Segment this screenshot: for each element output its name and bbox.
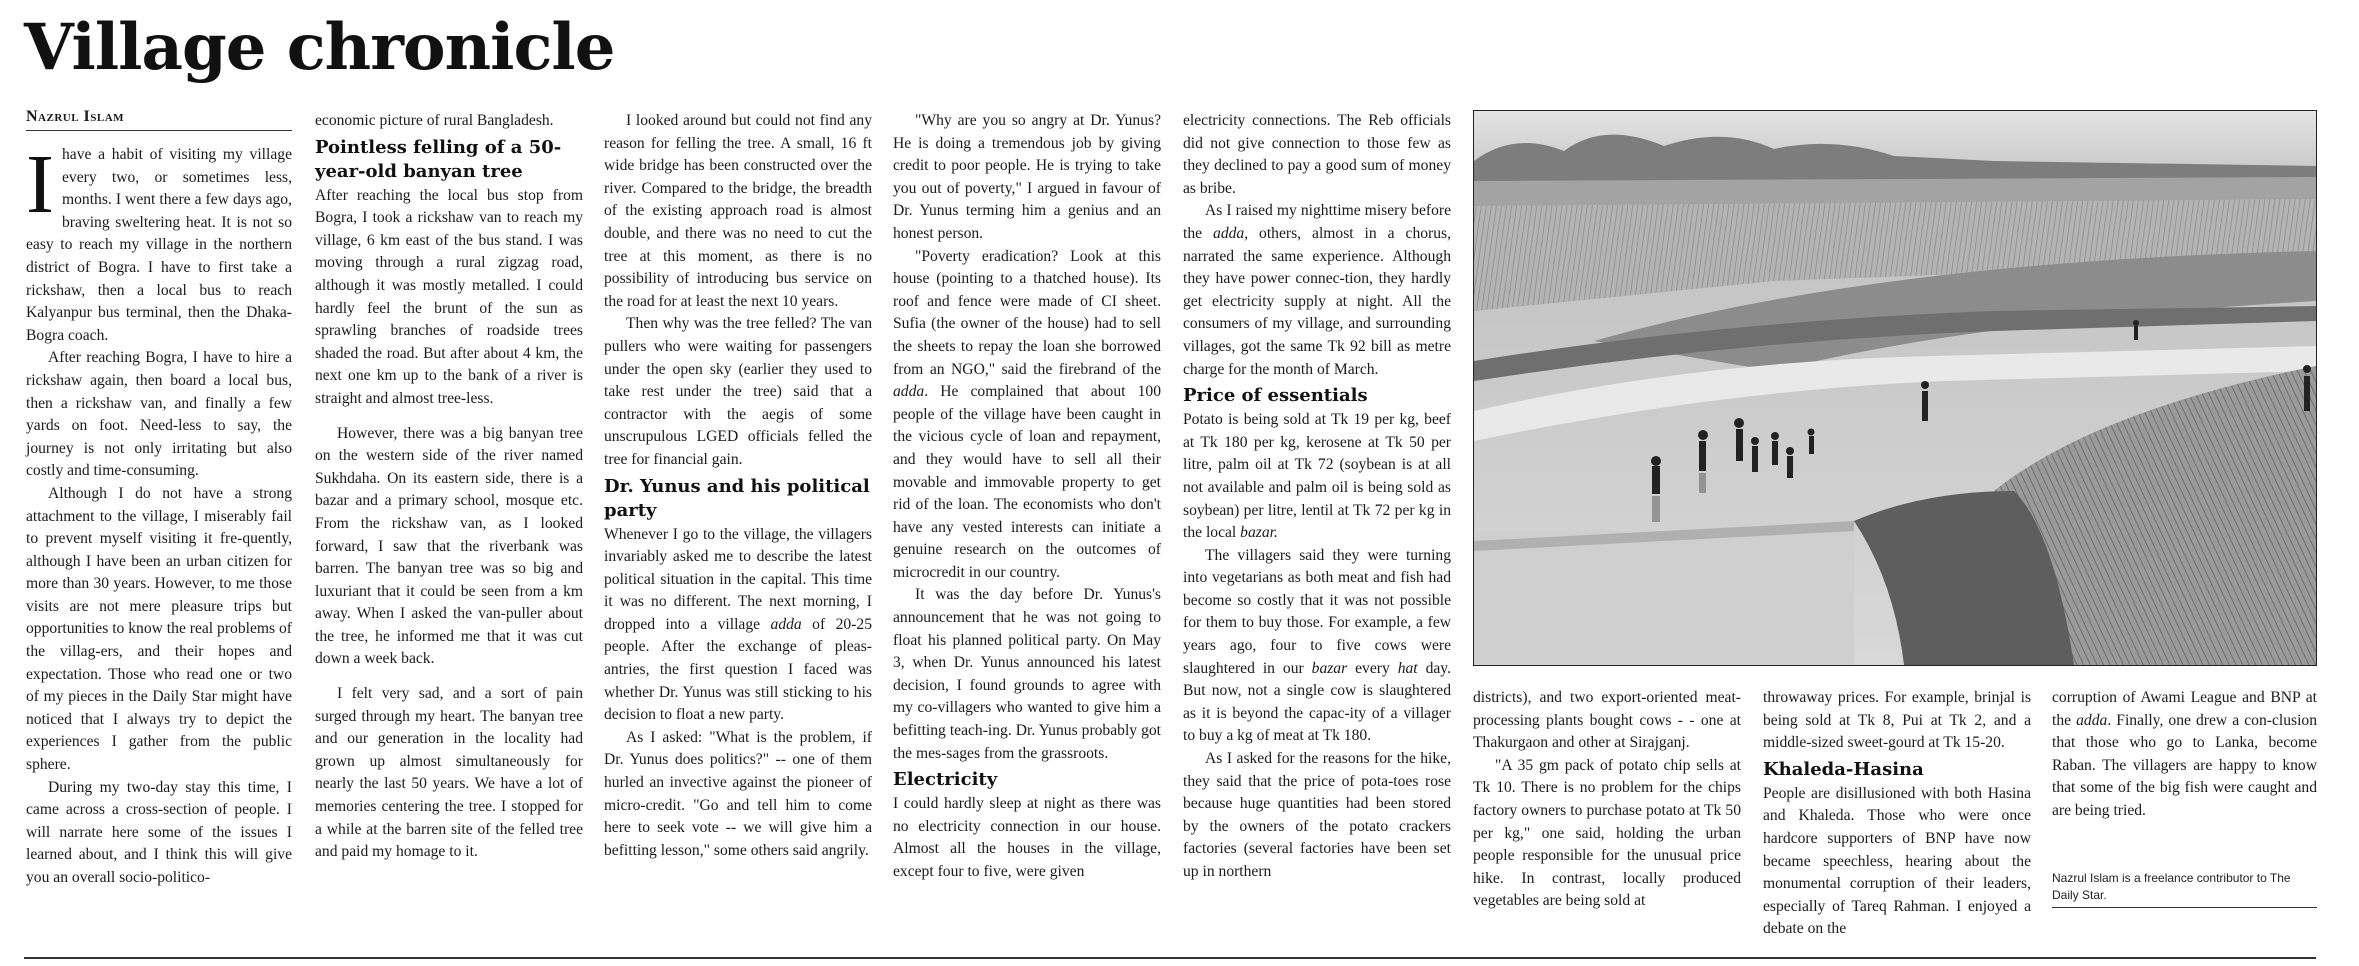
paragraph: Then why was the tree felled? The van pullers who were waiting for passengers under the open sky (earlier they used to take rest under the tree) said that a contractor with the aegis of some unscrupulous LGED officials felled the tree for financial gain. [604,315,872,468]
drop-cap: I [26,138,54,231]
paragraph: People are disillusioned with both Hasina and Khaleda. Those who were once hardcore supporters of BNP have now became speechless, hearing about the monumental corruption of their leaders, especially of Tareq Rahman. I enjoyed a debate on the [1763,784,2031,938]
paragraph: corruption of Awami League and BNP at the adda. Finally, one drew a con-clusion that those who go to Lanka, become Raban. The villagers are happy to know that some of the big fish were caught and are being tried. [2052,689,2317,819]
paragraph: Potato is being sold at Tk 19 per kg, beef at Tk 180 per kg, kerosene at Tk 50 per litre, palm oil at Tk 72 (soybean is at all not available and palm oil is being sold as soybean) per litre, lentil at Tk 72 per kg in the local bazar. [1183,411,1451,542]
paragraph: Ihave a habit of visiting my village every two, or sometimes less, months. I went there a few days ago, braving sweltering heat. It is not so easy to reach my village in the northern district of Bogra. I have to first take a rickshaw, then a local bus to reach Kalyanpur bus terminal, then the Dhaka-Bogra coach. [26,138,292,344]
paragraph: districts), and two export-oriented meat-processing plants bought cows - - one at Thakurgaon and other at Sirajganj. [1473,689,1741,752]
column-4 [893,110,1161,884]
paragraph: It was the day before Dr. Yunus's announcement that he was not going to float his planned political party. On May 3, when Dr. Yunus announced his latest decision, I found grounds to agree with my co-villagers who wanted to give him a befitting teach-ing. Dr. Yunus probably got the mes-sages from the grassroots. [893,586,1161,762]
paragraph: I looked around but could not find any reason for felling the tree. A small, 16 ft wide bridge has been constructed over the river. Compared to the bridge, the breadth of the existing approach road is almost double, and there was no need to cut the tree at this moment, as there is no possibility of introducing bus service on the road for at least the next 10 years. [604,112,872,310]
paragraph: "A 35 gm pack of potato chip sells at Tk 10. There is no problem for the chips factory owners to purchase potato at Tk 50 per kg," one said, holding the urban people responsible for the unusual price hike. In contrast, locally produced vegetables are being sold at [1473,756,1741,910]
photo-image [1474,111,2316,665]
column-5 [1183,110,1451,884]
photo-paddy-field-workers [1473,110,2317,666]
subheading-banyan-tree: Pointless felling of a 50-year-old banyan tree [315,136,562,182]
column-2 [315,110,583,864]
paragraph: After reaching the local bus stop from Bogra, I took a rickshaw van to reach my village, 6 km east of the bus stand. I was moving through a rural zigzag road, although it was mostly metalled. I could hardly feel the brunt of the sun as sprawling branches of roadside trees shaded the road. But after about 4 km, the next one km up to the bank of a river is straight and almost tree-less. [315,186,583,407]
subheading-khaleda-hasina: Khaleda-Hasina [1763,758,1924,780]
bottom-rule [24,957,2316,959]
paragraph: Although I do not have a strong attachment to the village, I miserably fail to prevent myself visiting it fre-quently, although I have been an urban citizen for more than 30 years. However, to me those visits are not mere pleasure trips but opportunities to know the real problems of the villag-ers, and their hopes and expectation. Those who read one or two of my pieces in the Daily Star might have noticed that I always try to depict the experiences I gather from the public sphere. [26,484,292,774]
byline: Nazrul Islam [26,108,292,131]
headline: Village chronicle [24,10,615,85]
paragraph: electricity connections. The Reb officials did not give connection to those few as they declined to pay a good sum of money as bribe. [1183,112,1451,197]
paragraph: During my two-day stay this time, I came across a cross-section of people. I will narrate here some of the issues I learned about, and I think this will give you an overall socio-politico- [26,778,292,886]
paragraph: economic picture of rural Bangladesh. [315,112,554,129]
subheading-dr-yunus: Dr. Yunus and his political party [604,475,870,521]
paragraph: throwaway prices. For example, brinjal is being sold at Tk 8, Pui at Tk 2, and a middle-sized sweet-gourd at Tk 15-20. [1763,689,2031,752]
paragraph: "Poverty eradication? Look at this house (pointing to a thatched house). Its roof and fence were made of CI sheet. Sufia (the owner of the house) had to sell the sheets to repay the loan she borrowed from an NGO," said the firebrand of the adda. He complained that about 100 people of the village have been caught in the vicious cycle of loan and repayment, and they would have to sell all their movable and immovable property to get rid of the loan. The economists who don't have any vested interests can initiate a genuine research on the outcomes of microcredit in our country. [893,247,1161,581]
column-6 [1473,687,1741,913]
paragraph: I felt very sad, and a sort of pain surged through my heart. The banyan tree and our generation in the locality had grown up almost simultaneously for nearly the last 50 years. We have a lot of memories centering the tree. I stopped for a while at the barren site of the felled tree and paid my homage to it. [315,685,583,861]
subheading-electricity: Electricity [893,769,998,791]
paragraph: Whenever I go to the village, the villagers invariably asked me to describe the latest political situation in the capital. This time it was no different. The next morning, I dropped into a village adda of 20-25 people. After the exchange of pleas-antries, the first question I faced was whether Dr. Yunus was still sticking to his decision to float a new party. [604,525,872,724]
paragraph: I could hardly sleep at night as there was no electricity connection in our house. Almost all the houses in the village, except four to five, were given [893,795,1161,880]
column-3 [604,110,872,862]
subheading-price-of-essentials: Price of essentials [1183,385,1368,407]
column-1 [26,138,292,890]
paragraph: "Why are you so angry at Dr. Yunus? He is doing a tremendous job by giving credit to poor people. He is trying to take you out of poverty," I argued in favour of Dr. Yunus terming him a genius and an honest person. [893,112,1161,242]
paragraph: As I asked for the reasons for the hike, they said that the price of pota-toes rose because huge quantities had been stored by the owners of the potato crackers factories (several factories have been set up in northern [1183,750,1451,880]
column-8 [2052,687,2317,823]
paragraph: However, there was a big banyan tree on the western side of the river named Sukhdaha. On its eastern side, there is a bazar and a primary school, mosque etc. From the rickshaw van, as I looked forward, I saw that the riverbank was barren. The banyan tree was so big and luxuriant that it could be seen from a km away. When I asked the van-puller about the tree, he informed me that it was cut down a week back. [315,424,583,668]
paragraph: After reaching Bogra, I have to hire a rickshaw again, then board a local bus, then a rickshaw van, and finally a few yards on foot. Need-less to say, the journey is not only irritating but also costly and time-consuming. [26,349,292,480]
paragraph: As I asked: "What is the problem, if Dr. Yunus does politics?" -- one of them hurled an invective against the pioneer of micro-credit. "Go and tell him to come here to seek vote -- we will give him a befitting lesson," some others said angrily. [604,728,872,859]
paragraph: As I raised my nighttime misery before the adda, others, almost in a chorus, narrated the same experience. Although they have power connec-tion, they hardly get electricity supply at night. All the consumers of my village, and surrounding villages, got the same Tk 92 bill as metre charge for the month of March. [1183,202,1451,378]
column-7 [1763,687,2031,941]
author-credit: Nazrul Islam is a freelance contributor to The Daily Star. [2052,870,2317,908]
paragraph: The villagers said they were turning into vegetarians as both meat and fish had become so costly that it was not possible for them to buy those. For example, a few years ago, four to five cows were slaughtered in our bazar every hat day. But now, not a single cow is slaughtered as it is beyond the capac-ity of a villager to buy a kg of meat at Tk 180. [1183,546,1451,745]
